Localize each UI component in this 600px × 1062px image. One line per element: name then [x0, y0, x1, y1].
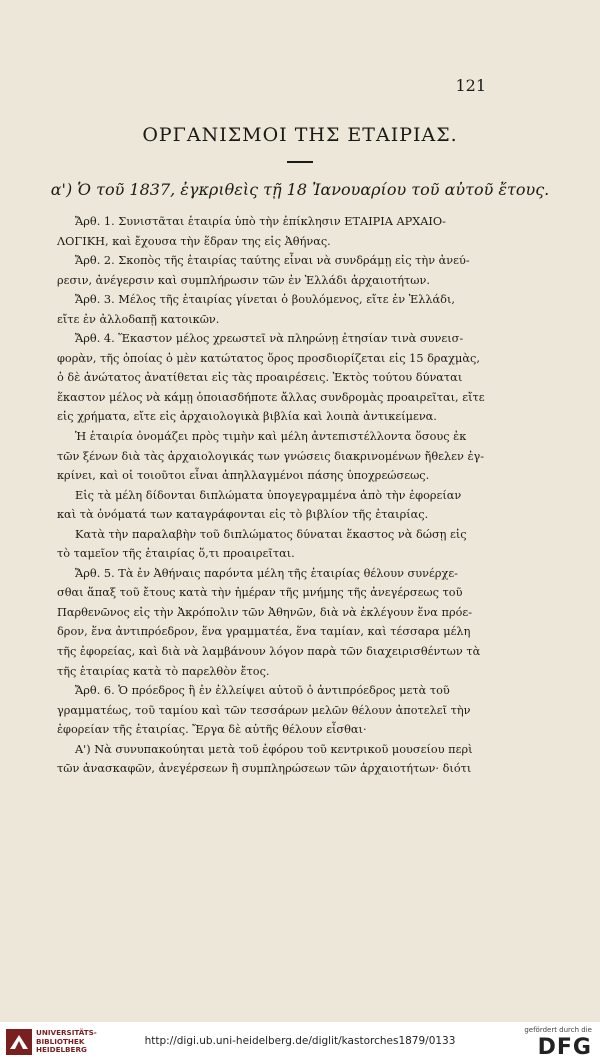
logo-line-3: HEIDELBERG [36, 1045, 87, 1055]
text-line: Ἄρθ. 4. Ἕκαστον μέλος χρεωστεῖ νὰ πληρώνῃ ἐτησίαν τινὰ συνεισ- [75, 332, 464, 346]
text-line: ἕκαστον μέλος νὰ κάμῃ ὁποιασδήποτε ἄλλας συνδρομὰς προαιρεῖται, εἴτε [57, 390, 485, 404]
page-title: ΟΡΓΑΝΙΣΜΟΙ ΤΗΣ ΕΤΑΙΡΙΑΣ. [142, 124, 458, 146]
text-line: γραμματέως, τοῦ ταμίου καὶ τῶν τεσσάρων μελῶν θέλουν ἀποτελεῖ τὴν [57, 703, 471, 717]
text-line: τὸ ταμεῖον τῆς ἑταιρίας ὅ,τι προαιρεῖται. [57, 547, 295, 561]
logo-line-2: BIBLIOTHEK [36, 1036, 85, 1046]
text-line: ρεσιν, ἀνέγερσιν καὶ συμπλήρωσιν τῶν ἐν Ἑλλάδι ἀρχαιοτήτων. [57, 273, 430, 287]
body-text [57, 212, 543, 779]
permalink-url[interactable]: http://digi.ub.uni-heidelberg.de/diglit/kastorches1879/0133 [144, 1035, 456, 1047]
text-line: Παρθενῶνος εἰς τὴν Ἀκρόπολιν τῶν Ἀθηνῶν, διὰ νὰ ἐκλέγουν ἕνα πρόε- [57, 605, 473, 619]
dfg-logo: DFG [537, 1035, 592, 1060]
text-line: τῶν ἀνασκαφῶν, ἀνεγέρσεων ἢ συμπληρώσεων τῶν ἀρχαιοτήτων· διότι [57, 762, 472, 776]
text-line: εἰς χρήματα, εἴτε εἰς ἀρχαιολογικὰ βιβλία καὶ λοιπὰ ἀντικείμενα. [57, 410, 437, 424]
text-line: τῆς ἐφορείας, καὶ διὰ νὰ λαμβάνουν λόγον παρὰ τῶν διαχειρισθέντων τὰ [57, 645, 481, 659]
text-line: φορὰν, τῆς ὁποίας ὁ μὲν κατώτατος ὅρος προσδιορίζεται εἰς 15 δραχμὰς, [57, 351, 480, 365]
text-line: ΛΟΓΙΚΗ, καὶ ἔχουσα τὴν ἕδραν της εἰς Ἀθήνας. [57, 234, 331, 248]
text-line: καὶ τὰ ὀνόματά των καταγράφονται εἰς τὸ βιβλίον τῆς ἑταιρίας. [57, 508, 429, 522]
text-line: σθαι ἅπαξ τοῦ ἔτους κατὰ τὴν ἡμέραν τῆς μνήμης τῆς ἀνεγέρσεως τοῦ [57, 586, 463, 600]
funded-by-label: gefördert durch die [524, 1026, 592, 1034]
text-line: Εἰς τὰ μέλη δίδονται διπλώματα ὑπογεγραμμένα ἀπὸ τὴν ἐφορείαν [75, 488, 462, 502]
text-line: Ἄρθ. 1. Συνιστᾶται ἑταιρία ὑπὸ τὴν ἐπίκλησιν ΕΤΑΙΡΙΑ ΑΡΧΑΙΟ- [75, 215, 446, 228]
logo-line-1: UNIVERSITÄTS- [36, 1028, 97, 1037]
text-line: δρον, ἕνα ἀντιπρόεδρον, ἕνα γραμματέα, ἕνα ταμίαν, καὶ τέσσαρα μέλη [57, 625, 471, 639]
text-line: ἐφορείαν τῆς ἑταιρίας. Ἔργα δὲ αὐτῆς θέλουν εἶσθαι· [57, 723, 367, 737]
text-line: Ἄρθ. 5. Τὰ ἐν Ἀθήναις παρόντα μέλη τῆς ἑταιρίας θέλουν συνέρχε- [75, 566, 458, 580]
text-line: τῶν ξένων διὰ τὰς ἀρχαιολογικάς των γνώσεις διακρινομένων ἤθελεν ἐγ- [57, 449, 485, 463]
page-number: 121 [455, 76, 486, 95]
text-line: Ἄρθ. 3. Μέλος τῆς ἑταιρίας γίνεται ὁ βουλόμενος, εἴτε ἐν Ἑλλάδι, [75, 293, 456, 307]
text-line: εἴτε ἐν ἀλλοδαπῇ κατοικῶν. [57, 312, 220, 326]
text-line: κρίνει, καὶ οἱ τοιοῦτοι εἶναι ἀπηλλαγμένοι πάσης ὑποχρεώσεως. [57, 469, 430, 483]
text-line: τῆς ἑταιρίας κατὰ τὸ παρελθὸν ἔτος. [57, 664, 270, 678]
text-line: Κατὰ τὴν παραλαβὴν τοῦ διπλώματος δύναται ἕκαστος νὰ δώσῃ εἰς [75, 527, 467, 541]
section-subtitle: α') Ὁ τοῦ 1837, ἐγκριθεὶς τῇ 18 Ἰανουαρίου τοῦ αὐτοῦ ἔτους. [50, 180, 550, 199]
text-line: Ἄρθ. 2. Σκοπὸς τῆς ἑταιρίας ταύτης εἶναι νὰ συνδράμῃ εἰς τὴν ἀνεύ- [75, 254, 470, 268]
text-line: Α') Νὰ συνυπακούηται μετὰ τοῦ ἐφόρου τοῦ κεντρικοῦ μουσείου περὶ [75, 742, 473, 756]
text-line: Ἡ ἑταιρία ὀνομάζει πρὸς τιμὴν καὶ μέλη ἀντεπιστέλλοντα ὅσους ἐκ [75, 430, 467, 444]
text-line: ὁ δὲ ἀνώτατος ἀνατίθεται εἰς τὰς προαιρέσεις. Ἐκτὸς τούτου δύναται [57, 371, 463, 385]
text-line: Ἄρθ. 6. Ὁ πρόεδρος ἢ ἐν ἐλλείψει αὐτοῦ ὁ ἀντιπρόεδρος μετὰ τοῦ [75, 684, 450, 698]
title-rule [287, 161, 313, 163]
viewer-footer [0, 1022, 600, 1062]
